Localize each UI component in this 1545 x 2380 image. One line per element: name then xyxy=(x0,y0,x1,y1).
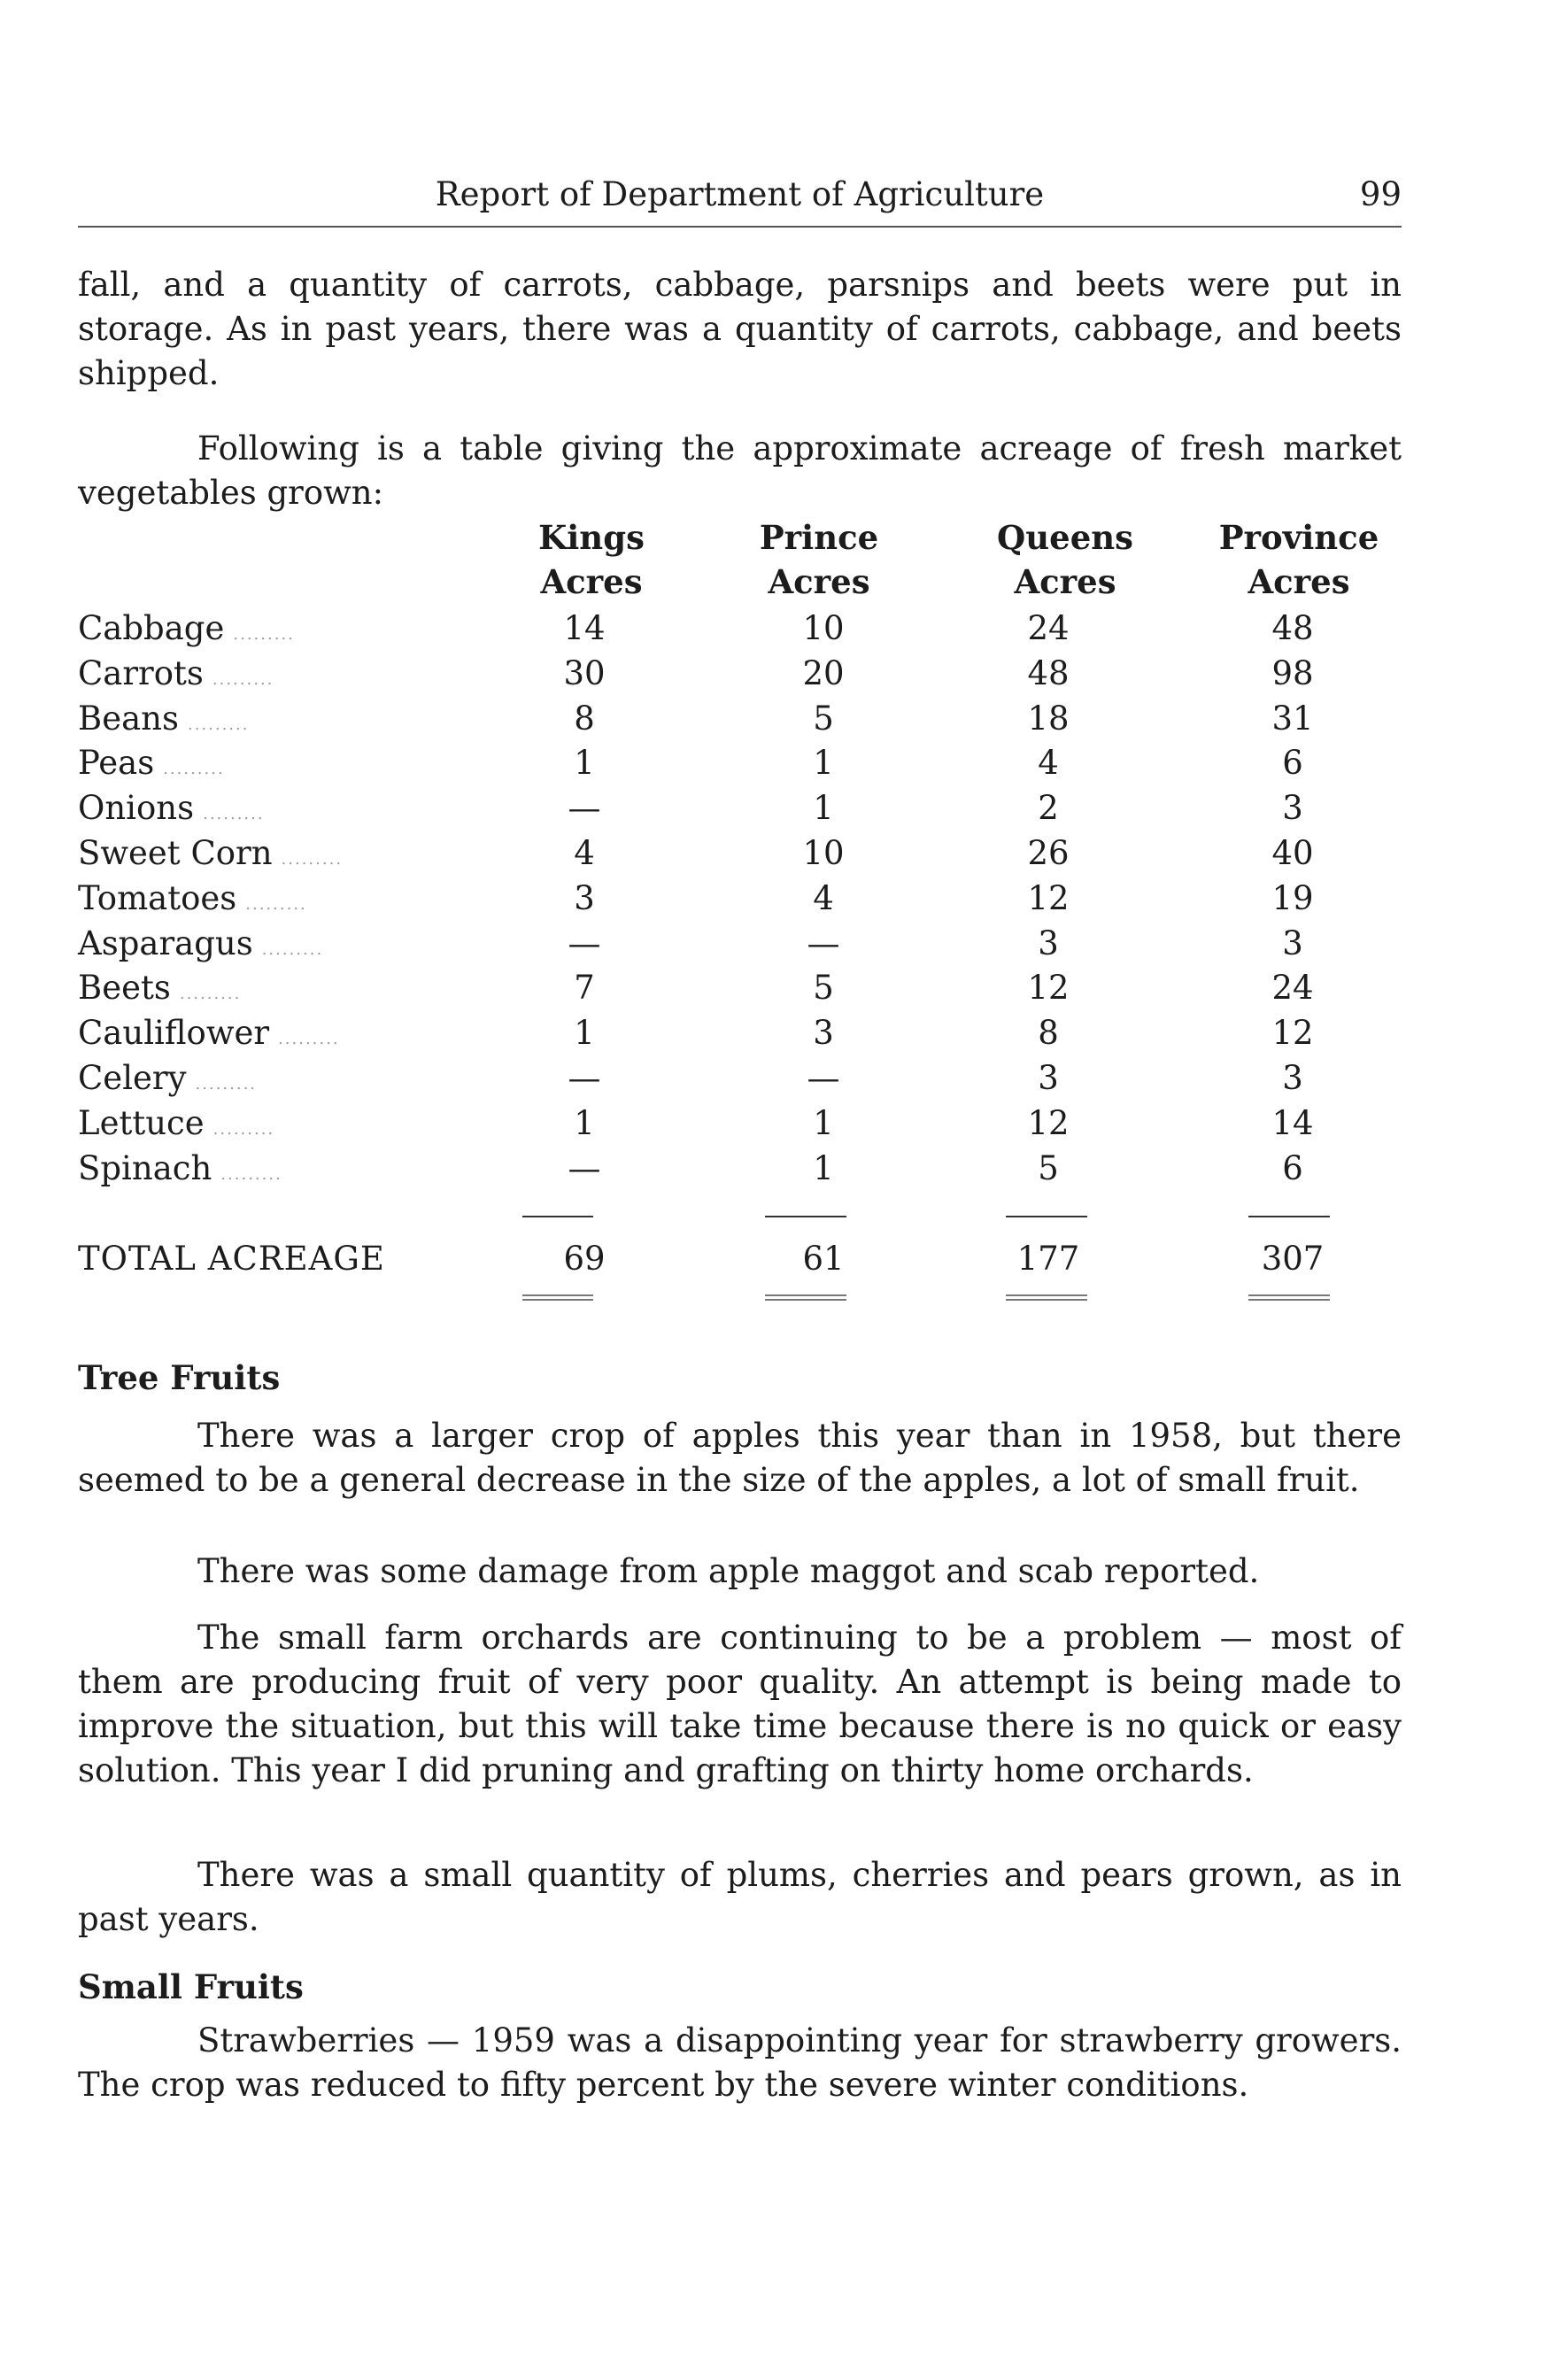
sum-rule-prince xyxy=(765,1216,846,1217)
table-cell: 1 xyxy=(813,1104,834,1142)
table-cell: 31 xyxy=(1271,699,1314,738)
table-cell: 5 xyxy=(813,969,834,1007)
tree-fruits-paragraph-1: There was a larger crop of apples this year than in 1958, but there seemed to be a general decrease in the size of the apples, a lot of small fruit. xyxy=(78,1417,1402,1499)
tree-fruits-paragraph-4: There was a small quantity of plums, cherries and pears grown, as in past years. xyxy=(78,1856,1402,1938)
table-cell: 1 xyxy=(813,744,834,782)
table-row-label xyxy=(78,1057,257,1106)
page-number: 99 xyxy=(1359,175,1402,213)
column-header-queens: Queens Acres xyxy=(997,518,1133,601)
table-row-label xyxy=(78,787,265,836)
total-double-rule-province xyxy=(1248,1294,1330,1301)
table-cell: 14 xyxy=(563,609,606,647)
vegetable-name: Cabbage xyxy=(78,609,225,647)
table-cell: 30 xyxy=(563,654,606,692)
intro-paragraph-1: fall, and a quantity of carrots, cabbage, parsnips and beets were put in storage. As in past years, there was a quantity of carrots, cabbage, and beets shipped. xyxy=(78,266,1402,392)
table-cell: 1 xyxy=(574,1014,595,1052)
table-cell: 8 xyxy=(574,699,595,738)
table-cell: 5 xyxy=(813,699,834,738)
table-row-label xyxy=(78,967,241,1016)
table-cell: 14 xyxy=(1271,1104,1314,1142)
table-cell: — xyxy=(568,924,601,962)
dot-leader: ......... xyxy=(187,715,250,734)
dot-leader: ......... xyxy=(212,670,274,689)
table-cell: 48 xyxy=(1271,609,1314,647)
sum-rule-queens xyxy=(1006,1216,1087,1217)
dot-leader: ......... xyxy=(203,805,265,823)
table-cell: 4 xyxy=(574,834,595,872)
page-header xyxy=(78,174,1402,220)
dot-leader: ......... xyxy=(261,940,324,959)
running-title: Report of Department of Agriculture xyxy=(435,175,1045,213)
heading-small-fruits: Small Fruits xyxy=(78,1967,304,2006)
table-cell: 7 xyxy=(574,969,595,1007)
table-cell: 6 xyxy=(1282,1149,1303,1187)
table-row-label xyxy=(78,1148,282,1196)
table-row-label xyxy=(78,698,249,746)
table-cell: 48 xyxy=(1027,654,1070,692)
intro-paragraph-2: Following is a table giving the approximate acreage of fresh market vegetables grown: xyxy=(78,429,1402,512)
table-cell: 10 xyxy=(802,834,845,872)
table-cell: 8 xyxy=(1038,1014,1059,1052)
table-row-label xyxy=(78,1102,274,1151)
table-row-label xyxy=(78,607,295,656)
total-prince: 61 xyxy=(802,1240,845,1278)
tree-fruits-paragraph-3: The small farm orchards are continuing to be a problem — most of them are producing fruit of very poor quality. An attempt is being made to improve the situation, but this will take time because there is no quick or easy solution. This year I did pruning and grafting on thirty home orchards. xyxy=(78,1619,1402,1789)
vegetable-name: Asparagus xyxy=(78,924,253,962)
table-row-label xyxy=(78,1012,340,1061)
table-cell: 20 xyxy=(802,654,845,692)
table-cell: — xyxy=(568,1149,601,1187)
table-cell: 26 xyxy=(1027,834,1070,872)
dot-leader: ......... xyxy=(179,985,242,1003)
table-row-label xyxy=(78,923,323,971)
table-cell: 3 xyxy=(1282,789,1303,827)
table-cell: 3 xyxy=(1038,1059,1059,1097)
table-cell: 40 xyxy=(1271,834,1314,872)
table-cell: 24 xyxy=(1027,609,1070,647)
table-cell: 12 xyxy=(1027,969,1070,1007)
vegetable-name: Spinach xyxy=(78,1149,212,1187)
vegetable-name: Sweet Corn xyxy=(78,834,273,872)
table-cell: 12 xyxy=(1027,879,1070,917)
table-cell: 5 xyxy=(1038,1149,1059,1187)
table-cell: 18 xyxy=(1027,699,1070,738)
table-cell: 3 xyxy=(1282,1059,1303,1097)
sum-rule-kings xyxy=(522,1216,593,1217)
dot-leader: ......... xyxy=(163,760,225,778)
table-cell: 6 xyxy=(1282,744,1303,782)
vegetable-name: Beets xyxy=(78,969,171,1007)
total-kings: 69 xyxy=(563,1240,606,1278)
dot-leader: ......... xyxy=(245,895,307,914)
table-row-label xyxy=(78,653,274,701)
dot-leader: ......... xyxy=(278,1030,340,1048)
total-queens: 177 xyxy=(1016,1240,1080,1278)
table-row-label xyxy=(78,742,225,791)
table-cell: 4 xyxy=(1038,744,1059,782)
column-header-kings: Kings Acres xyxy=(538,518,645,601)
total-province: 307 xyxy=(1261,1240,1325,1278)
vegetable-name: Celery xyxy=(78,1059,187,1097)
total-double-rule-kings xyxy=(522,1294,593,1301)
table-cell: 3 xyxy=(574,879,595,917)
vegetable-name: Tomatoes xyxy=(78,879,237,917)
heading-tree-fruits: Tree Fruits xyxy=(78,1358,281,1397)
vegetable-name: Onions xyxy=(78,789,195,827)
dot-leader: ......... xyxy=(220,1165,282,1184)
tree-fruits-paragraph-2: There was some damage from apple maggot and scab reported. xyxy=(197,1552,1260,1590)
table-cell: 4 xyxy=(813,879,834,917)
header-rule xyxy=(78,226,1402,228)
vegetable-name: Beans xyxy=(78,699,179,738)
dot-leader: ......... xyxy=(212,1120,275,1139)
table-cell: 24 xyxy=(1271,969,1314,1007)
column-header-prince: Prince Acres xyxy=(759,518,879,601)
table-cell: 1 xyxy=(574,744,595,782)
table-cell: 3 xyxy=(1282,924,1303,962)
table-cell: 3 xyxy=(813,1014,834,1052)
table-cell: 98 xyxy=(1271,654,1314,692)
vegetable-name: Cauliflower xyxy=(78,1014,270,1052)
table-cell: 3 xyxy=(1038,924,1059,962)
table-cell: 12 xyxy=(1027,1104,1070,1142)
total-label: TOTAL ACREAGE xyxy=(78,1240,385,1278)
sum-rule-province xyxy=(1248,1216,1330,1217)
table-cell: 12 xyxy=(1271,1014,1314,1052)
total-double-rule-prince xyxy=(765,1294,846,1301)
dot-leader: ......... xyxy=(281,850,344,869)
table-cell: 2 xyxy=(1038,789,1059,827)
vegetable-name: Lettuce xyxy=(78,1104,205,1142)
table-cell: 10 xyxy=(802,609,845,647)
small-fruits-paragraph-1: Strawberries — 1959 was a disappointing year for strawberry growers. The crop was reduced to fifty percent by the severe winter conditions. xyxy=(78,2021,1402,2104)
total-double-rule-queens xyxy=(1006,1294,1087,1301)
table-cell: — xyxy=(568,1059,601,1097)
dot-leader: ......... xyxy=(195,1075,258,1093)
table-cell: 19 xyxy=(1271,879,1314,917)
dot-leader: ......... xyxy=(233,625,295,644)
table-cell: 1 xyxy=(574,1104,595,1142)
column-header-province: Province Acres xyxy=(1218,518,1379,601)
table-cell: — xyxy=(568,789,601,827)
table-cell: 1 xyxy=(813,789,834,827)
table-cell: 1 xyxy=(813,1149,834,1187)
table-cell: — xyxy=(807,1059,840,1097)
vegetable-name: Carrots xyxy=(78,654,204,692)
vegetable-name: Peas xyxy=(78,744,155,782)
table-row-label xyxy=(78,832,343,881)
table-cell: — xyxy=(807,924,840,962)
table-row-label xyxy=(78,877,307,926)
